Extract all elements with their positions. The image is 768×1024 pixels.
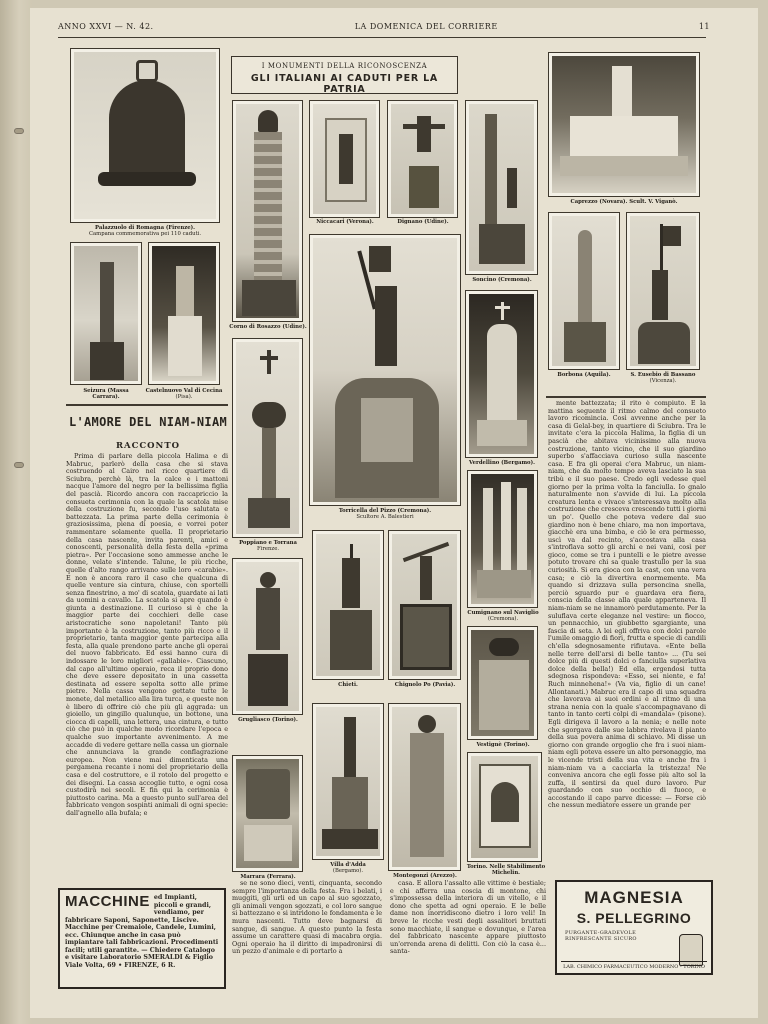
- photo-seizura: [70, 242, 142, 385]
- caption-chignolo: Chignolo Po (Pavia).: [394, 682, 456, 688]
- caption-niccacari: Niccacari (Verona).: [316, 219, 374, 225]
- caption-bassano: S. Eusebio di Bassano (Vicenza).: [630, 372, 696, 385]
- photo-borbona: [548, 212, 620, 370]
- binding-hole: [14, 462, 24, 468]
- photo-corno-rosazzo: [232, 100, 303, 322]
- column-rule: [546, 396, 706, 398]
- article-column-4: [548, 400, 706, 874]
- caption-chieti: Chieti.: [338, 682, 358, 688]
- ad-magnesia-line2: S. PELLEGRINO: [576, 910, 692, 926]
- section-banner: [231, 56, 458, 94]
- article-column-3: [390, 880, 546, 980]
- caption-poppiano: Poppiano e Torrana Firenze.: [239, 540, 297, 553]
- issue-number: ANNO XXVI — N. 42.: [58, 22, 154, 31]
- caption-montegonzi: Montegonzi (Arezzo).: [393, 873, 457, 879]
- photo-chieti: [312, 530, 384, 680]
- caption-seizura: Seizura (Massa Carrara).: [83, 388, 129, 401]
- ad-magnesia-tagline: PURGANTE-GRADEVOLE RINFRESCANTE SICURO: [565, 930, 637, 942]
- article-text: se ne sono dieci, venti, cinquanta, secondo sempre l'importanza della festa. Fra i belati, i muggiti, gli urli ed un capo al suo sgozzato, gli animali vengon sgozzati, e col loro sangue si battezzano e si intridono le fondamenta e le mura nascenti. Tutto deve bagnarsi di sangue, di sangue. A questo punto la festa assume un carattere quasi di macabra orgia. Ogni operaio ha il diritto di impadronirsi di un pezzo d'animale e di portarlo a: [232, 880, 382, 956]
- article-title: L'AMORE DEL NIAM-NIAM: [68, 415, 228, 429]
- photo-villa-adda: [312, 703, 384, 860]
- ad-macchine-headline: MACCHINE: [65, 893, 150, 910]
- photo-verdellino: [465, 290, 538, 458]
- caption-grugliasco: Grugliasco (Torino).: [238, 717, 298, 723]
- ad-macchine-body: ed Impianti, piccoli e grandi, vendiamo, per fabbricare Saponi, Saponette, Liscive. Macchine per Cremaiole, Candele, Lumini, ecc. Chiunque anche in casa può impiantare tali fabbricazioni. Procedimenti facili; utili garantite. — Chiedere Catalogo e visitare Laboratorio SMERALDI & Figlio Viale Volta, 69 • FIRENZE, 6 R.: [65, 894, 219, 969]
- article-subtitle: RACCONTO: [115, 441, 181, 451]
- article-column-1: [66, 453, 228, 883]
- article-column-2: [232, 880, 382, 980]
- photo-chignolo: [388, 530, 461, 680]
- caption-caprezzo: Caprezzo (Novara). Scult. V. Viganò.: [570, 199, 678, 205]
- caption-torricella: Torricella del Pizzo (Cremona). Scultore A. Balestieri: [338, 508, 432, 521]
- caption-villa-adda: Villa d'Adda (Bergamo).: [330, 862, 366, 875]
- article-text: casa. E allora l'assalto alle vittime è bestiale; e chi afferra una coscia di montone, chi s'impossessa della interiora di un vitello, e il dono che spetta ad ogni operaio. E le belle dame non inorridiscono dietro i loro veli! In breve le ricche vesti degli assalitori bruttati sono macchiate, il sangue e dovunque, e l'area del fabbricato nascente appare piuttosto un'orrenda arena di delitti. Con ciò la casa è... santa-: [390, 880, 546, 956]
- photo-marrara: [232, 755, 303, 872]
- photo-vestigne: [467, 626, 538, 740]
- photo-niccacari: [309, 100, 380, 218]
- ad-magnesia: [555, 880, 713, 975]
- caption-corno: Corno di Rosazzo (Udine).: [229, 324, 307, 330]
- ad-macchine: [58, 888, 226, 989]
- caption-castelnuovo: Castelnuovo Val di Cecina (Pisa).: [145, 388, 223, 401]
- photo-grugliasco: [232, 558, 303, 715]
- page-binding: [0, 0, 32, 1024]
- photo-torino-michelin: [467, 752, 542, 862]
- photo-torricella: [309, 234, 461, 506]
- page-number: 11: [698, 22, 710, 31]
- photo-castelnuovo: [148, 242, 220, 385]
- photo-poppiano: [232, 338, 303, 538]
- ad-magnesia-footer: LAB. CHIMICO FARMACEUTICO MODERNO - TORINO: [561, 961, 707, 970]
- caption-palazzuolo: Palazzuolo di Romagna (Firenze). Campana commemorativa pei 110 caduti.: [88, 225, 202, 238]
- photo-bassano: [626, 212, 700, 370]
- photo-soncino: [465, 100, 538, 275]
- photo-montegonzi: [388, 703, 461, 871]
- article-rule: [66, 404, 228, 406]
- caption-borbona: Borbona (Aquila).: [557, 372, 611, 378]
- running-head: [58, 22, 710, 36]
- caption-verdellino: Verdellino (Bergamo).: [469, 460, 535, 466]
- caption-vestigne: Vestignè (Torino).: [476, 742, 530, 748]
- article-text: Prima di parlare della piccola Halima e di Mabruc, parlerò della casa che si stava costruendo al Cairo nel ricco quartiere di Sciubra, perchè là, tra la calce e i mattoni nacque l'amore del negro per la bellissima figlia del pascià. Ricordo ancora con raccapriccio la consueta cerimonia con la quale la scatola mise della costruzione fu, secondo l'uso salutata e battezzata. La prima parte della cerimonia è graziosissima, piena di poesia, e vorrei poter rammentare solamente quella. Il proprietario della casa nascente, invita parenti, amici e conoscenti, personalità della festa della «prima pietra». Per l'occasione sono ammesse anche le donne, velate s'intende. Talune, le più ricche, quelle d'alto rango arrivano sulle loro «carabie». E non è ancora raro il caso che qualcuna di quelle venture sia cintura, chiuse, con sportelli senza finestrino, a mo' di scatola, guardate ai lati da uomini a cavallo. La scatola si apre quando è giunta a destinazione. Il curioso si è che la maggior parte dei cocchieri delle case aristocratiche sono napoletani! Tanto più importante è la costruzione, tanto più ricco e il proprietario, tanta maggior gente partecipa alla festa, alla quale prendono parte anche gli operai del nuovo fabbricato. Ed essi hanno cura di indossare le loro migliori «gallabie». Ciascuno, dal capo all'ultimo operaio, reca il proprio dono che deve essere depositato in una cassetta destinata ad essere sepolta sotto alle prime pietre. Nella cassa vengono gettate tutte le monete, dal metallico alla lira turca, e queste non è libero di offrire ciò che più gli aggrada: un gioiello, un gingillo qualunque, un bottone, una ciocca di capelli, una lettera, una cintura, e tutto ciò che può in qualche modo ricordare l'epoca e qualche suo importante avvenimento. A me accadde di vedere gettare nella cassa un giornale che annunciava la grande conflagrazione europea. Non viene mai dimenticata una pergamena recante i nomi del proprietario della casa e del costruttore, e il rotolo del progetto e dei disegni. La cassa accoglie tutto, e ogni cosa custodirà nei secoli. E fin qui la cerimonia è piuttosto carina. Ma a questo punto sull'area del fabbricato vengon sospinti animali di ogni specie: dall'agnello alla bufala; e: [66, 453, 228, 817]
- caption-torino: Torino. Nelle Stabilimento Michelin.: [466, 864, 546, 877]
- article-text: mente battezzata; il rito è compiuto. E la mattina seguente il ritmo calmo del consueto lavoro ricomincia. Così avvenne anche per la casa di Gelal-bey, in quartiere di Sciubra. Tra le invitate c'era la piccola Halima, la figlia di un pascià che abitava vicinissimo alla nuova costruzione, tanto vicino, che il suo giardino superbo s'affacciava curioso sulla nascente casa. E fra gli operai c'era Mabruc, un niam-niam, che da molto tempo aveva lasciato la sua tribù e il suo paese. Credo egli vedesse quel giorno per la prima volta la fanciulla. Io gnalo naturalmente non s'avvide di lui. La piccola creatura lenta e vivace s'interessava molto alla costruzione che cresceva crescendo tutti i giorni un po'. Quello che poteva vedere dal suo giardino non è bene chiaro, ma non importava, giacchè era una bimba, e ciò le era permesso, uscì va dal recinto, s'accostava alla casa s'introflava sotto gli archi e nei vani, così per gioco, come se tra i puntelli e le pietre avesse potuto trovare chi sa quale trastullo per la sua curiosità. Si era gioca con la cast, con una vera casa; e ciò la divertiva enormemente. Ma quando si drizzava sulla personcina snella, perciò sguardo pur e guardava era fiera, conscia della classe alla quale apparteneva. Il niam-niam se ne innamorò perdutamente. Per la suluflava certe eleganze nel vestire: un fiocco, un pennacchio, un giubbetto sgargiante, una fascia di seta. A lei egli offriva con dolci parole l'umile omaggio di fiori, frutta e specie di candili ch'ella sdegnosamente rifiutava. «Ente bella nelle terre dell'arsi di belle tanto» ... (Tu sei dolce più di questi dolci o fanciulla superlativa dolce della bella!) Ed ella, ergendosi tutta sdegnosa rispondeva: «Esso, sei niente, e fa! Ruch minnehena!» (Va via, figlio di un cane! Allontanati.) Mabruc era il capo di una squadra che lavorava ai suoi ordini e al ritmo di una strana nenia con la quale s'accompagnavano di tanto in tanto certi colpi di «mandala» (pisone). Egli dirigeva il lavoro a la nenia; e nelle note che sgorgava dalle sue labbra rivelava il pianto della sua povera anima di schiavo. Mi disse un giorno con grande orgoglio che fra i suoi niam-niam egli poteva essere un alto personaggio, ma le vicende tristi della sua vita e anche fra i niam-niam va a cacciarla la tristezza! Ne conveniva ancora che egli fosse più alto sol la zuffa, il sentirsi da quel duro lavoro. Pur guardando con suo occhio di fuoco, e accostando il capo parve dicesse: — Forse ciò che nessun mediatore essere un grande per: [548, 400, 706, 810]
- photo-cumignano: [467, 470, 538, 608]
- photo-palazzuolo-bell: [70, 48, 220, 223]
- ad-magnesia-line1: MAGNESIA: [584, 888, 684, 907]
- photo-dignano: [387, 100, 458, 218]
- photo-caprezzo: [548, 52, 700, 197]
- caption-marrara: Marrara (Ferrara).: [240, 874, 296, 880]
- header-rule: [58, 37, 706, 38]
- binding-hole: [14, 128, 24, 134]
- banner-title: GLI ITALIANI AI CADUTI PER LA PATRIA: [250, 73, 439, 95]
- caption-dignano: Dignano (Udine).: [397, 219, 449, 225]
- caption-soncino: Soncino (Cremona).: [472, 277, 532, 283]
- publication-title: LA DOMENICA DEL CORRIERE: [354, 22, 498, 31]
- caption-cumignano: Cumignano sul Naviglio (Cremona).: [467, 610, 539, 623]
- banner-subtitle: I MONUMENTI DELLA RICONOSCENZA: [261, 62, 428, 70]
